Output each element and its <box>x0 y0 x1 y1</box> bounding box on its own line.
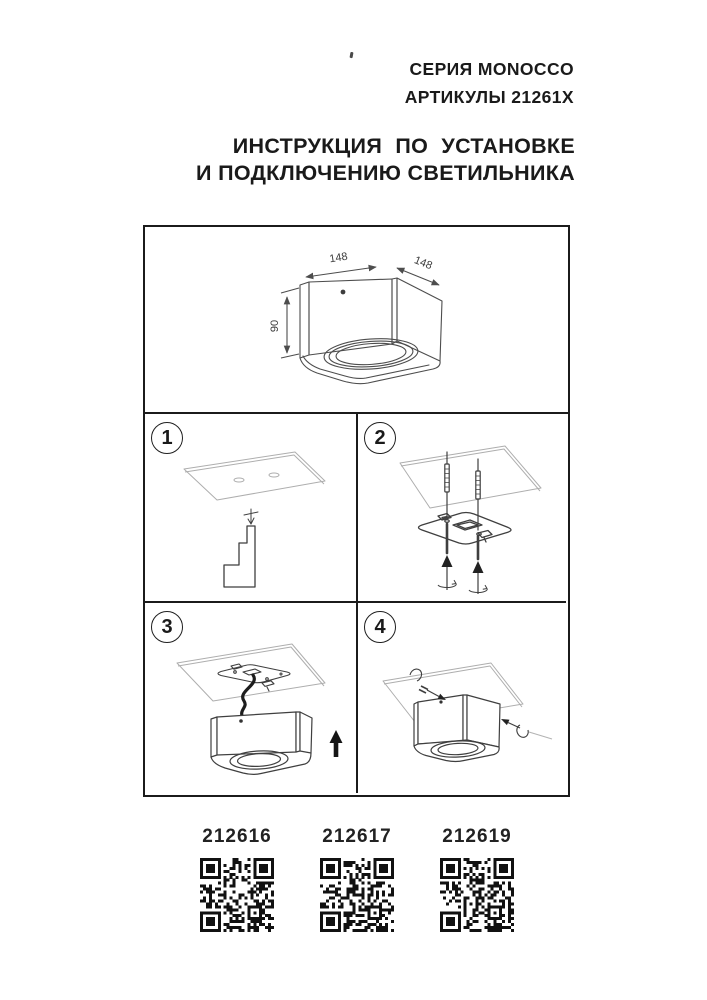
steps-grid <box>145 414 568 793</box>
ceiling-panel <box>184 452 325 500</box>
side-screw-right <box>501 719 552 739</box>
article-column <box>177 826 297 932</box>
dimension-drawing-panel <box>145 227 568 414</box>
screw-direction-arrows <box>438 555 487 594</box>
step-2-illustration-mount-plate <box>358 414 566 603</box>
luminaire-box <box>211 712 312 774</box>
drill-mark-icon <box>244 509 258 524</box>
print-speck <box>349 52 353 58</box>
step-number: 4 <box>374 615 386 638</box>
qr-code <box>200 858 274 932</box>
article-column <box>417 826 537 932</box>
article-code: 212616 <box>202 826 272 847</box>
step-3-illustration-connect-wire <box>145 603 358 793</box>
luminaire-dimension-drawing <box>145 227 568 412</box>
step-1-panel <box>145 414 358 603</box>
step-number: 1 <box>161 426 173 449</box>
series-label: СЕРИЯ MONOCCO <box>409 59 574 79</box>
step-4-panel <box>358 603 566 793</box>
width-dimension-label: 148 <box>328 250 349 266</box>
arrow-up-icon <box>330 730 343 757</box>
step-4-illustration-fix-screws <box>358 603 566 793</box>
article-column <box>297 826 417 932</box>
qr-code <box>320 858 394 932</box>
mounting-screws <box>445 452 480 559</box>
step-number: 3 <box>161 615 173 638</box>
dimension-labels <box>269 251 434 332</box>
articles-label: АРТИКУЛЫ 21261X <box>404 87 574 107</box>
fixture-screw-dot <box>341 290 346 295</box>
page-title <box>196 133 575 187</box>
title-line-1: ИНСТРУКЦИЯ ПО УСТАНОВКЕ <box>232 134 575 158</box>
title-line-2: И ПОДКЛЮЧЕНИЮ СВЕТИЛЬНИКА <box>196 161 575 185</box>
step-number: 2 <box>374 426 386 449</box>
step-2-panel <box>358 414 566 603</box>
article-qr-row <box>177 826 537 932</box>
mounting-plate <box>419 513 512 545</box>
step-3-panel <box>145 603 358 793</box>
luminaire-box <box>414 695 500 762</box>
step-1-illustration-drill-ceiling <box>145 414 358 603</box>
height-dimension-label: 90 <box>269 319 281 333</box>
instruction-figure <box>143 225 570 797</box>
step-drill-bit <box>224 509 258 587</box>
article-code: 212619 <box>442 826 512 847</box>
qr-code <box>440 858 514 932</box>
depth-dimension-label: 148 <box>412 254 434 273</box>
header-block <box>405 55 574 111</box>
article-code: 212617 <box>322 826 392 847</box>
ceiling-panel <box>400 446 541 508</box>
ceiling-panel <box>177 644 325 701</box>
luminaire-box-outline <box>300 278 442 384</box>
